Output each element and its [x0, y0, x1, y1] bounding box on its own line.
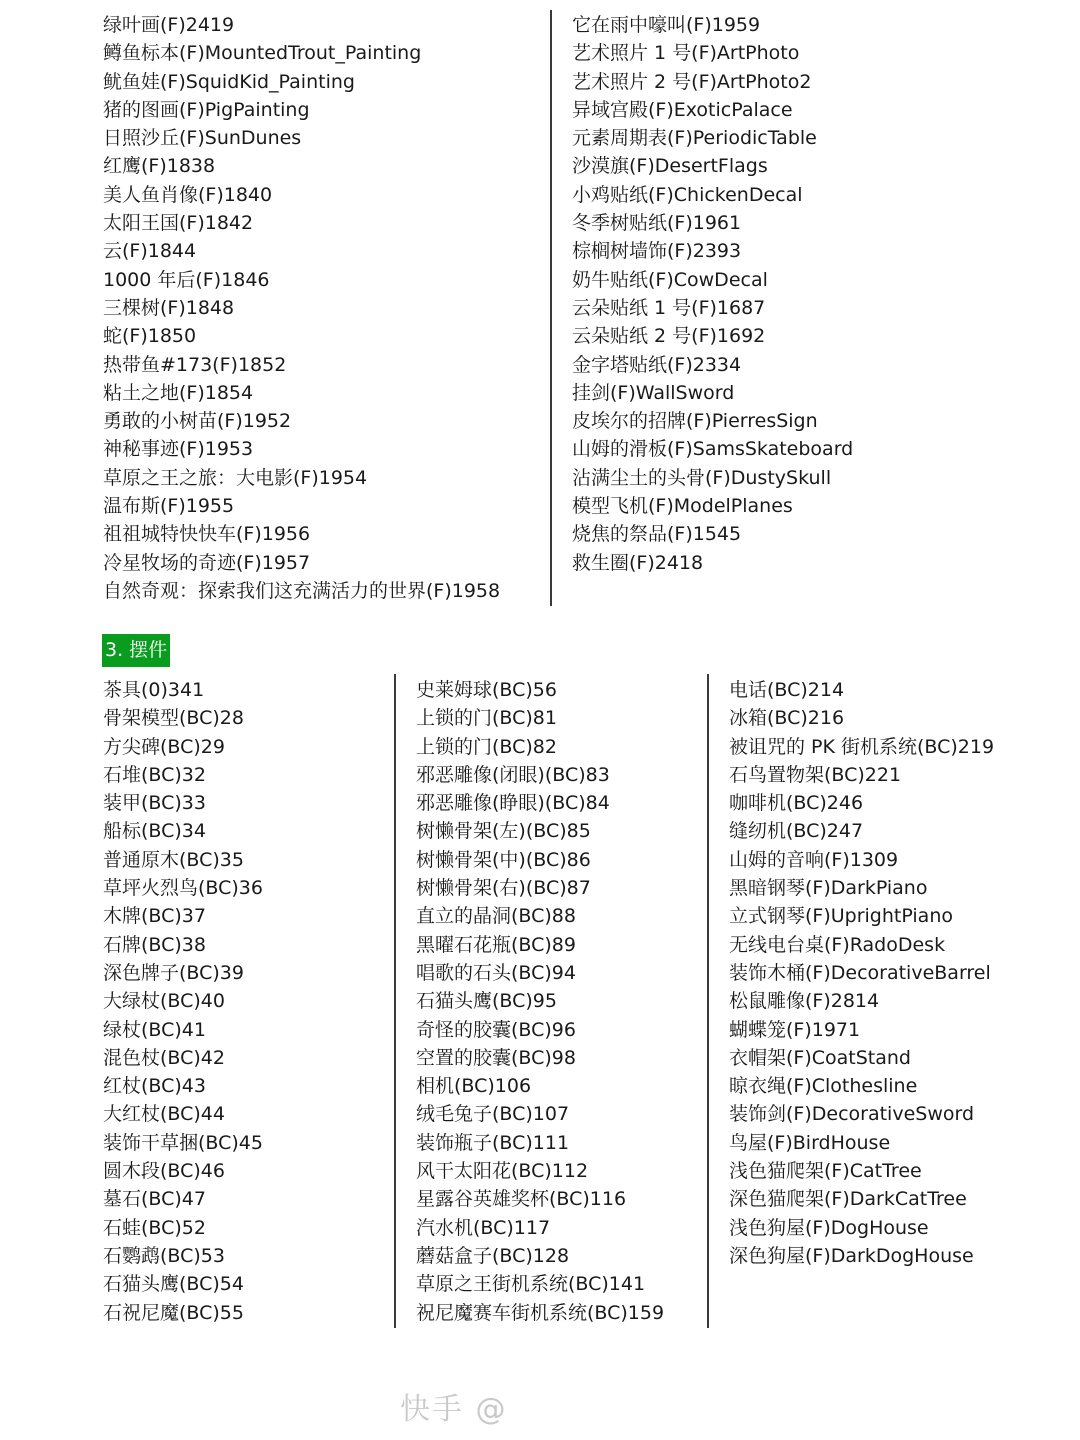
list-item: 冬季树贴纸(F)1961 — [572, 212, 742, 235]
list-item: 装饰木桶(F)DecorativeBarrel — [729, 961, 991, 984]
list-item: 勇敢的小树苗(F)1952 — [103, 410, 292, 433]
list-item: 咖啡机(BC)246 — [729, 792, 864, 815]
list-item: 黑暗钢琴(F)DarkPiano — [729, 877, 928, 900]
list-item: 圆木段(BC)46 — [103, 1160, 225, 1183]
list-item: 救生圈(F)2418 — [572, 551, 704, 574]
list-item: 美人鱼肖像(F)1840 — [103, 183, 273, 206]
list-item: 石猫头鹰(BC)54 — [103, 1273, 244, 1296]
list-item: 草原之王之旅：大电影(F)1954 — [103, 466, 368, 489]
bottom-divider-1 — [394, 674, 396, 1328]
list-item: 装饰瓶子(BC)111 — [416, 1131, 570, 1154]
bottom-divider-2 — [707, 674, 709, 1328]
list-item: 树懒骨架(左)(BC)85 — [416, 820, 591, 843]
list-item: 山姆的音响(F)1309 — [729, 848, 899, 871]
list-item: 蘑菇盒子(BC)128 — [416, 1244, 570, 1267]
list-item: 星露谷英雄奖杯(BC)116 — [416, 1188, 627, 1211]
list-item: 温布斯(F)1955 — [103, 495, 235, 518]
list-item: 混色杖(BC)42 — [103, 1046, 225, 1069]
list-item: 皮埃尔的招牌(F)PierresSign — [572, 410, 818, 433]
list-item: 上锁的门(BC)81 — [416, 707, 557, 730]
bottom-list-col1 — [103, 676, 263, 1327]
list-item: 异域宫殿(F)ExoticPalace — [572, 98, 793, 121]
list-item: 金字塔贴纸(F)2334 — [572, 353, 742, 376]
list-item: 大红杖(BC)44 — [103, 1103, 225, 1126]
list-item: 石牌(BC)38 — [103, 933, 206, 956]
list-item: 冰箱(BC)216 — [729, 707, 845, 730]
list-item: 石鹦鹉(BC)53 — [103, 1244, 225, 1267]
list-item: 棕榈树墙饰(F)2393 — [572, 240, 742, 263]
list-item: 蛇(F)1850 — [103, 325, 197, 348]
list-item: 云(F)1844 — [103, 240, 197, 263]
list-item: 石蛙(BC)52 — [103, 1216, 206, 1239]
list-item: 骨架模型(BC)28 — [103, 707, 244, 730]
list-item: 石堆(BC)32 — [103, 763, 206, 786]
list-item: 石猫头鹰(BC)95 — [416, 990, 557, 1013]
list-item: 日照沙丘(F)SunDunes — [103, 127, 302, 150]
list-item: 邪恶雕像(睁眼)(BC)84 — [416, 792, 610, 815]
list-item: 奇怪的胶囊(BC)96 — [416, 1018, 576, 1041]
list-item: 树懒骨架(右)(BC)87 — [416, 877, 591, 900]
list-item: 红杖(BC)43 — [103, 1075, 206, 1098]
list-item: 小鸡贴纸(F)ChickenDecal — [572, 183, 803, 206]
list-item: 太阳王国(F)1842 — [103, 212, 254, 235]
list-item: 云朵贴纸 1 号(F)1687 — [572, 296, 766, 319]
list-item: 空置的胶囊(BC)98 — [416, 1046, 576, 1069]
list-item: 上锁的门(BC)82 — [416, 735, 557, 758]
list-item: 船标(BC)34 — [103, 820, 206, 843]
list-item: 祝尼魔赛车街机系统(BC)159 — [416, 1301, 665, 1324]
list-item: 缝纫机(BC)247 — [729, 820, 864, 843]
list-item: 浅色猫爬架(F)CatTree — [729, 1160, 922, 1183]
list-item: 松鼠雕像(F)2814 — [729, 990, 880, 1013]
list-item: 木牌(BC)37 — [103, 905, 206, 928]
list-item: 石祝尼魔(BC)55 — [103, 1301, 244, 1324]
list-item: 蝴蝶笼(F)1971 — [729, 1018, 861, 1041]
list-item: 衣帽架(F)CoatStand — [729, 1046, 911, 1069]
list-item: 石鸟置物架(BC)221 — [729, 763, 902, 786]
list-item: 三棵树(F)1848 — [103, 296, 235, 319]
list-item: 绿杖(BC)41 — [103, 1018, 206, 1041]
list-item: 相机(BC)106 — [416, 1075, 532, 1098]
list-item: 直立的晶洞(BC)88 — [416, 905, 576, 928]
bottom-list-col2 — [416, 676, 664, 1327]
list-item: 艺术照片 2 号(F)ArtPhoto2 — [572, 70, 812, 93]
list-item: 奶牛贴纸(F)CowDecal — [572, 268, 768, 291]
list-item: 绒毛兔子(BC)107 — [416, 1103, 570, 1126]
list-item: 祖祖城特快快车(F)1956 — [103, 523, 311, 546]
top-left-list — [103, 11, 500, 605]
list-item: 草坪火烈鸟(BC)36 — [103, 877, 263, 900]
list-item: 沙漠旗(F)DesertFlags — [572, 155, 768, 178]
list-item: 装饰干草捆(BC)45 — [103, 1131, 263, 1154]
list-item: 茶具(0)341 — [103, 679, 205, 701]
list-item: 汽水机(BC)117 — [416, 1216, 551, 1239]
list-item: 冷星牧场的奇迹(F)1957 — [103, 551, 311, 574]
list-item: 方尖碑(BC)29 — [103, 735, 225, 758]
list-item: 鱿鱼娃(F)SquidKid_Painting — [103, 70, 355, 93]
list-item: 装饰剑(F)DecorativeSword — [729, 1103, 975, 1126]
list-item: 唱歌的石头(BC)94 — [416, 961, 576, 984]
list-item: 深色狗屋(F)DarkDogHouse — [729, 1244, 974, 1267]
bottom-list-col3 — [729, 676, 994, 1270]
list-item: 普通原木(BC)35 — [103, 848, 244, 871]
list-item: 鳟鱼标本(F)MountedTrout_Painting — [103, 42, 422, 65]
watermark-text: 快手 @ — [400, 1392, 508, 1427]
list-item: 黑曜石花瓶(BC)89 — [416, 933, 576, 956]
list-item: 草原之王街机系统(BC)141 — [416, 1273, 646, 1296]
list-item: 挂剑(F)WallSword — [572, 381, 735, 404]
list-item: 大绿杖(BC)40 — [103, 990, 225, 1013]
list-item: 绿叶画(F)2419 — [103, 14, 235, 36]
list-item: 热带鱼#173(F)1852 — [103, 353, 287, 376]
list-item: 被诅咒的 PK 街机系统(BC)219 — [729, 735, 995, 758]
list-item: 云朵贴纸 2 号(F)1692 — [572, 325, 766, 348]
list-item: 墓石(BC)47 — [103, 1188, 206, 1211]
list-item: 风干太阳花(BC)112 — [416, 1160, 589, 1183]
section-heading: 3. 摆件 — [102, 634, 170, 667]
list-item: 深色牌子(BC)39 — [103, 961, 244, 984]
list-item: 树懒骨架(中)(BC)86 — [416, 848, 591, 871]
list-item: 它在雨中嚎叫(F)1959 — [572, 14, 761, 36]
list-item: 山姆的滑板(F)SamsSkateboard — [572, 438, 854, 461]
list-item: 元素周期表(F)PeriodicTable — [572, 127, 817, 150]
top-column-divider — [550, 10, 552, 606]
list-item: 自然奇观：探索我们这充满活力的世界(F)1958 — [103, 579, 501, 602]
list-item: 立式钢琴(F)UprightPiano — [729, 905, 953, 928]
list-item: 神秘事迹(F)1953 — [103, 438, 254, 461]
list-item: 烧焦的祭品(F)1545 — [572, 523, 742, 546]
list-item: 深色猫爬架(F)DarkCatTree — [729, 1188, 967, 1211]
list-item: 粘土之地(F)1854 — [103, 381, 254, 404]
list-item: 沾满尘土的头骨(F)DustySkull — [572, 466, 832, 489]
list-item: 邪恶雕像(闭眼)(BC)83 — [416, 763, 610, 786]
top-right-list — [572, 11, 853, 577]
list-item: 艺术照片 1 号(F)ArtPhoto — [572, 42, 800, 65]
list-item: 红鹰(F)1838 — [103, 155, 216, 178]
list-item: 模型飞机(F)ModelPlanes — [572, 495, 793, 518]
list-item: 晾衣绳(F)Clothesline — [729, 1075, 918, 1098]
list-item: 史莱姆球(BC)56 — [416, 679, 557, 701]
list-item: 电话(BC)214 — [729, 679, 845, 701]
list-item: 装甲(BC)33 — [103, 792, 206, 815]
list-item: 无线电台桌(F)RadoDesk — [729, 933, 946, 956]
list-item: 1000 年后(F)1846 — [103, 268, 270, 291]
list-item: 浅色狗屋(F)DogHouse — [729, 1216, 929, 1239]
list-item: 鸟屋(F)BirdHouse — [729, 1131, 891, 1154]
list-item: 猪的图画(F)PigPainting — [103, 98, 310, 121]
